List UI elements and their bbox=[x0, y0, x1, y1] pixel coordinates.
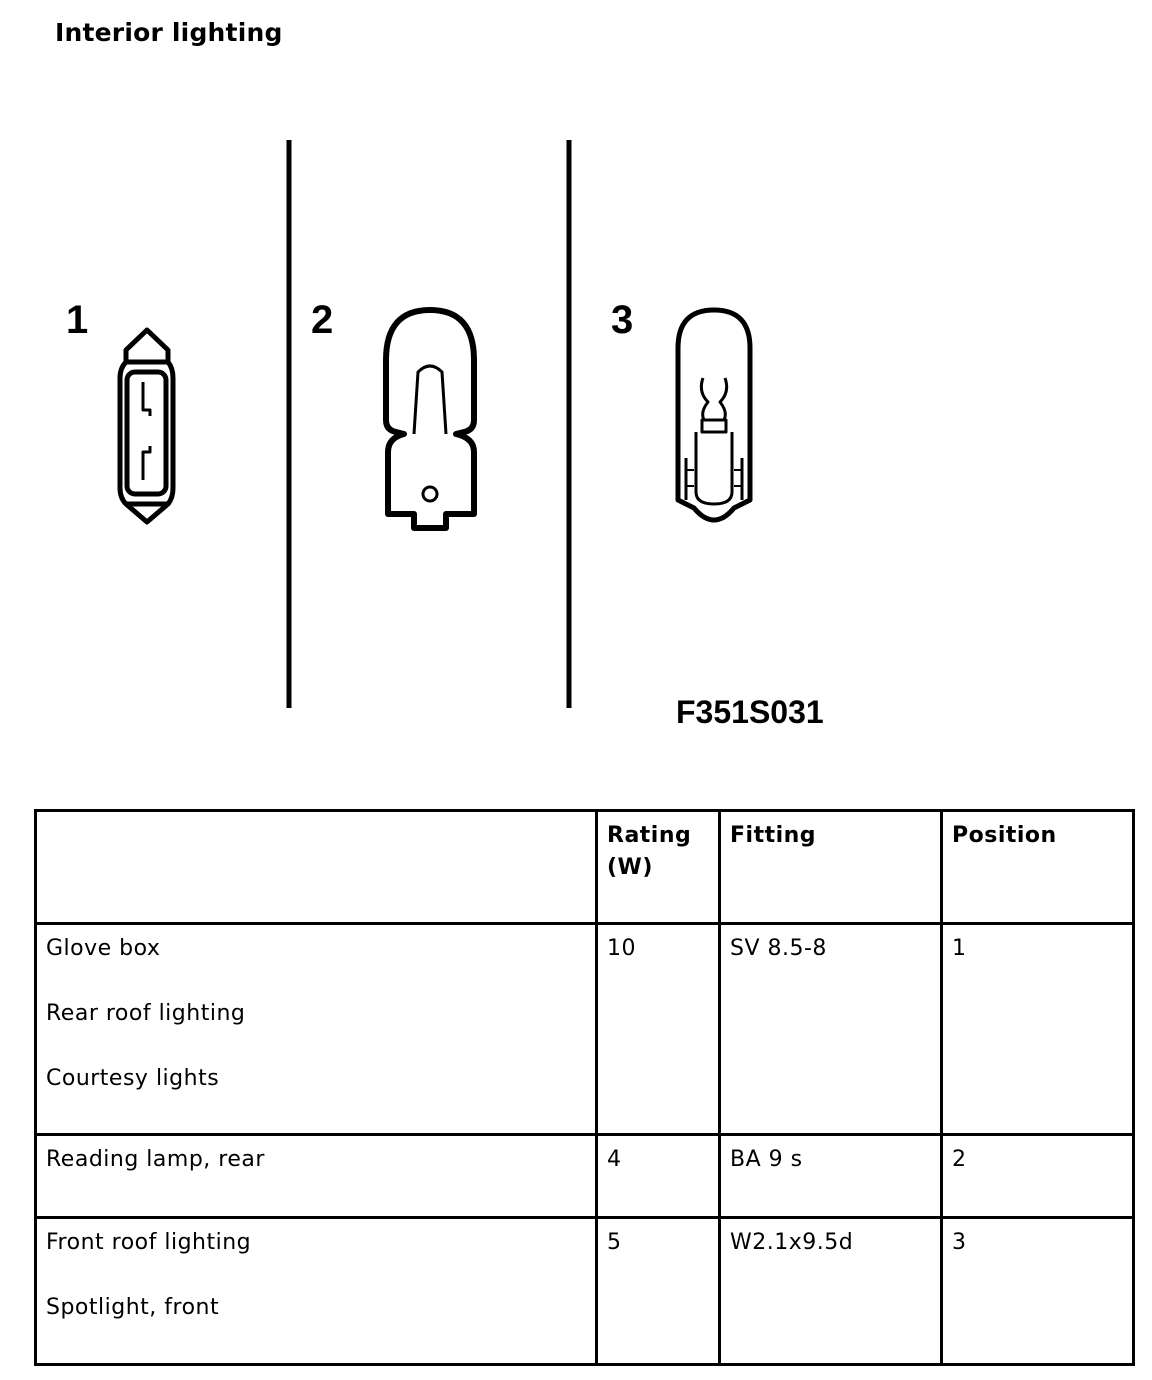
fitting-cell: SV 8.5-8 bbox=[720, 924, 942, 1135]
bulb-number-1: 1 bbox=[66, 298, 89, 342]
application-cell bbox=[36, 1135, 597, 1218]
application-item: Reading lamp, rear bbox=[46, 1147, 265, 1172]
table-row bbox=[36, 924, 1134, 1135]
application-item: Glove box bbox=[46, 936, 161, 961]
application-item: Courtesy lights bbox=[46, 1066, 220, 1091]
wedge-bulb-icon bbox=[678, 310, 750, 520]
table-header-row bbox=[36, 811, 1134, 924]
application-cell bbox=[36, 1218, 597, 1365]
fitting-cell: W2.1x9.5d bbox=[720, 1218, 942, 1365]
position-cell: 3 bbox=[942, 1218, 1134, 1365]
table-row bbox=[36, 1135, 1134, 1218]
rating-cell: 5 bbox=[597, 1218, 720, 1365]
position-cell: 1 bbox=[942, 924, 1134, 1135]
position-cell: 2 bbox=[942, 1135, 1134, 1218]
application-cell bbox=[36, 924, 597, 1135]
header-rating: Rating (W) bbox=[597, 811, 720, 924]
header-position: Position bbox=[942, 811, 1134, 924]
page-title: Interior lighting bbox=[55, 18, 283, 47]
table-row bbox=[36, 1218, 1134, 1365]
bulb-number-2: 2 bbox=[311, 298, 334, 342]
application-item: Front roof lighting bbox=[46, 1230, 252, 1255]
bulb-spec-table bbox=[34, 809, 1135, 1366]
bayonet-bulb-icon bbox=[386, 310, 474, 528]
bulb-number-3: 3 bbox=[611, 298, 634, 342]
header-application bbox=[36, 811, 597, 924]
application-item: Rear roof lighting bbox=[46, 1001, 246, 1026]
rating-cell: 10 bbox=[597, 924, 720, 1135]
header-fitting: Fitting bbox=[720, 811, 942, 924]
fitting-cell: BA 9 s bbox=[720, 1135, 942, 1218]
festoon-bulb-icon bbox=[120, 330, 173, 522]
application-item: Spotlight, front bbox=[46, 1295, 220, 1320]
figure-code: F351S031 bbox=[676, 694, 824, 730]
rating-cell: 4 bbox=[597, 1135, 720, 1218]
